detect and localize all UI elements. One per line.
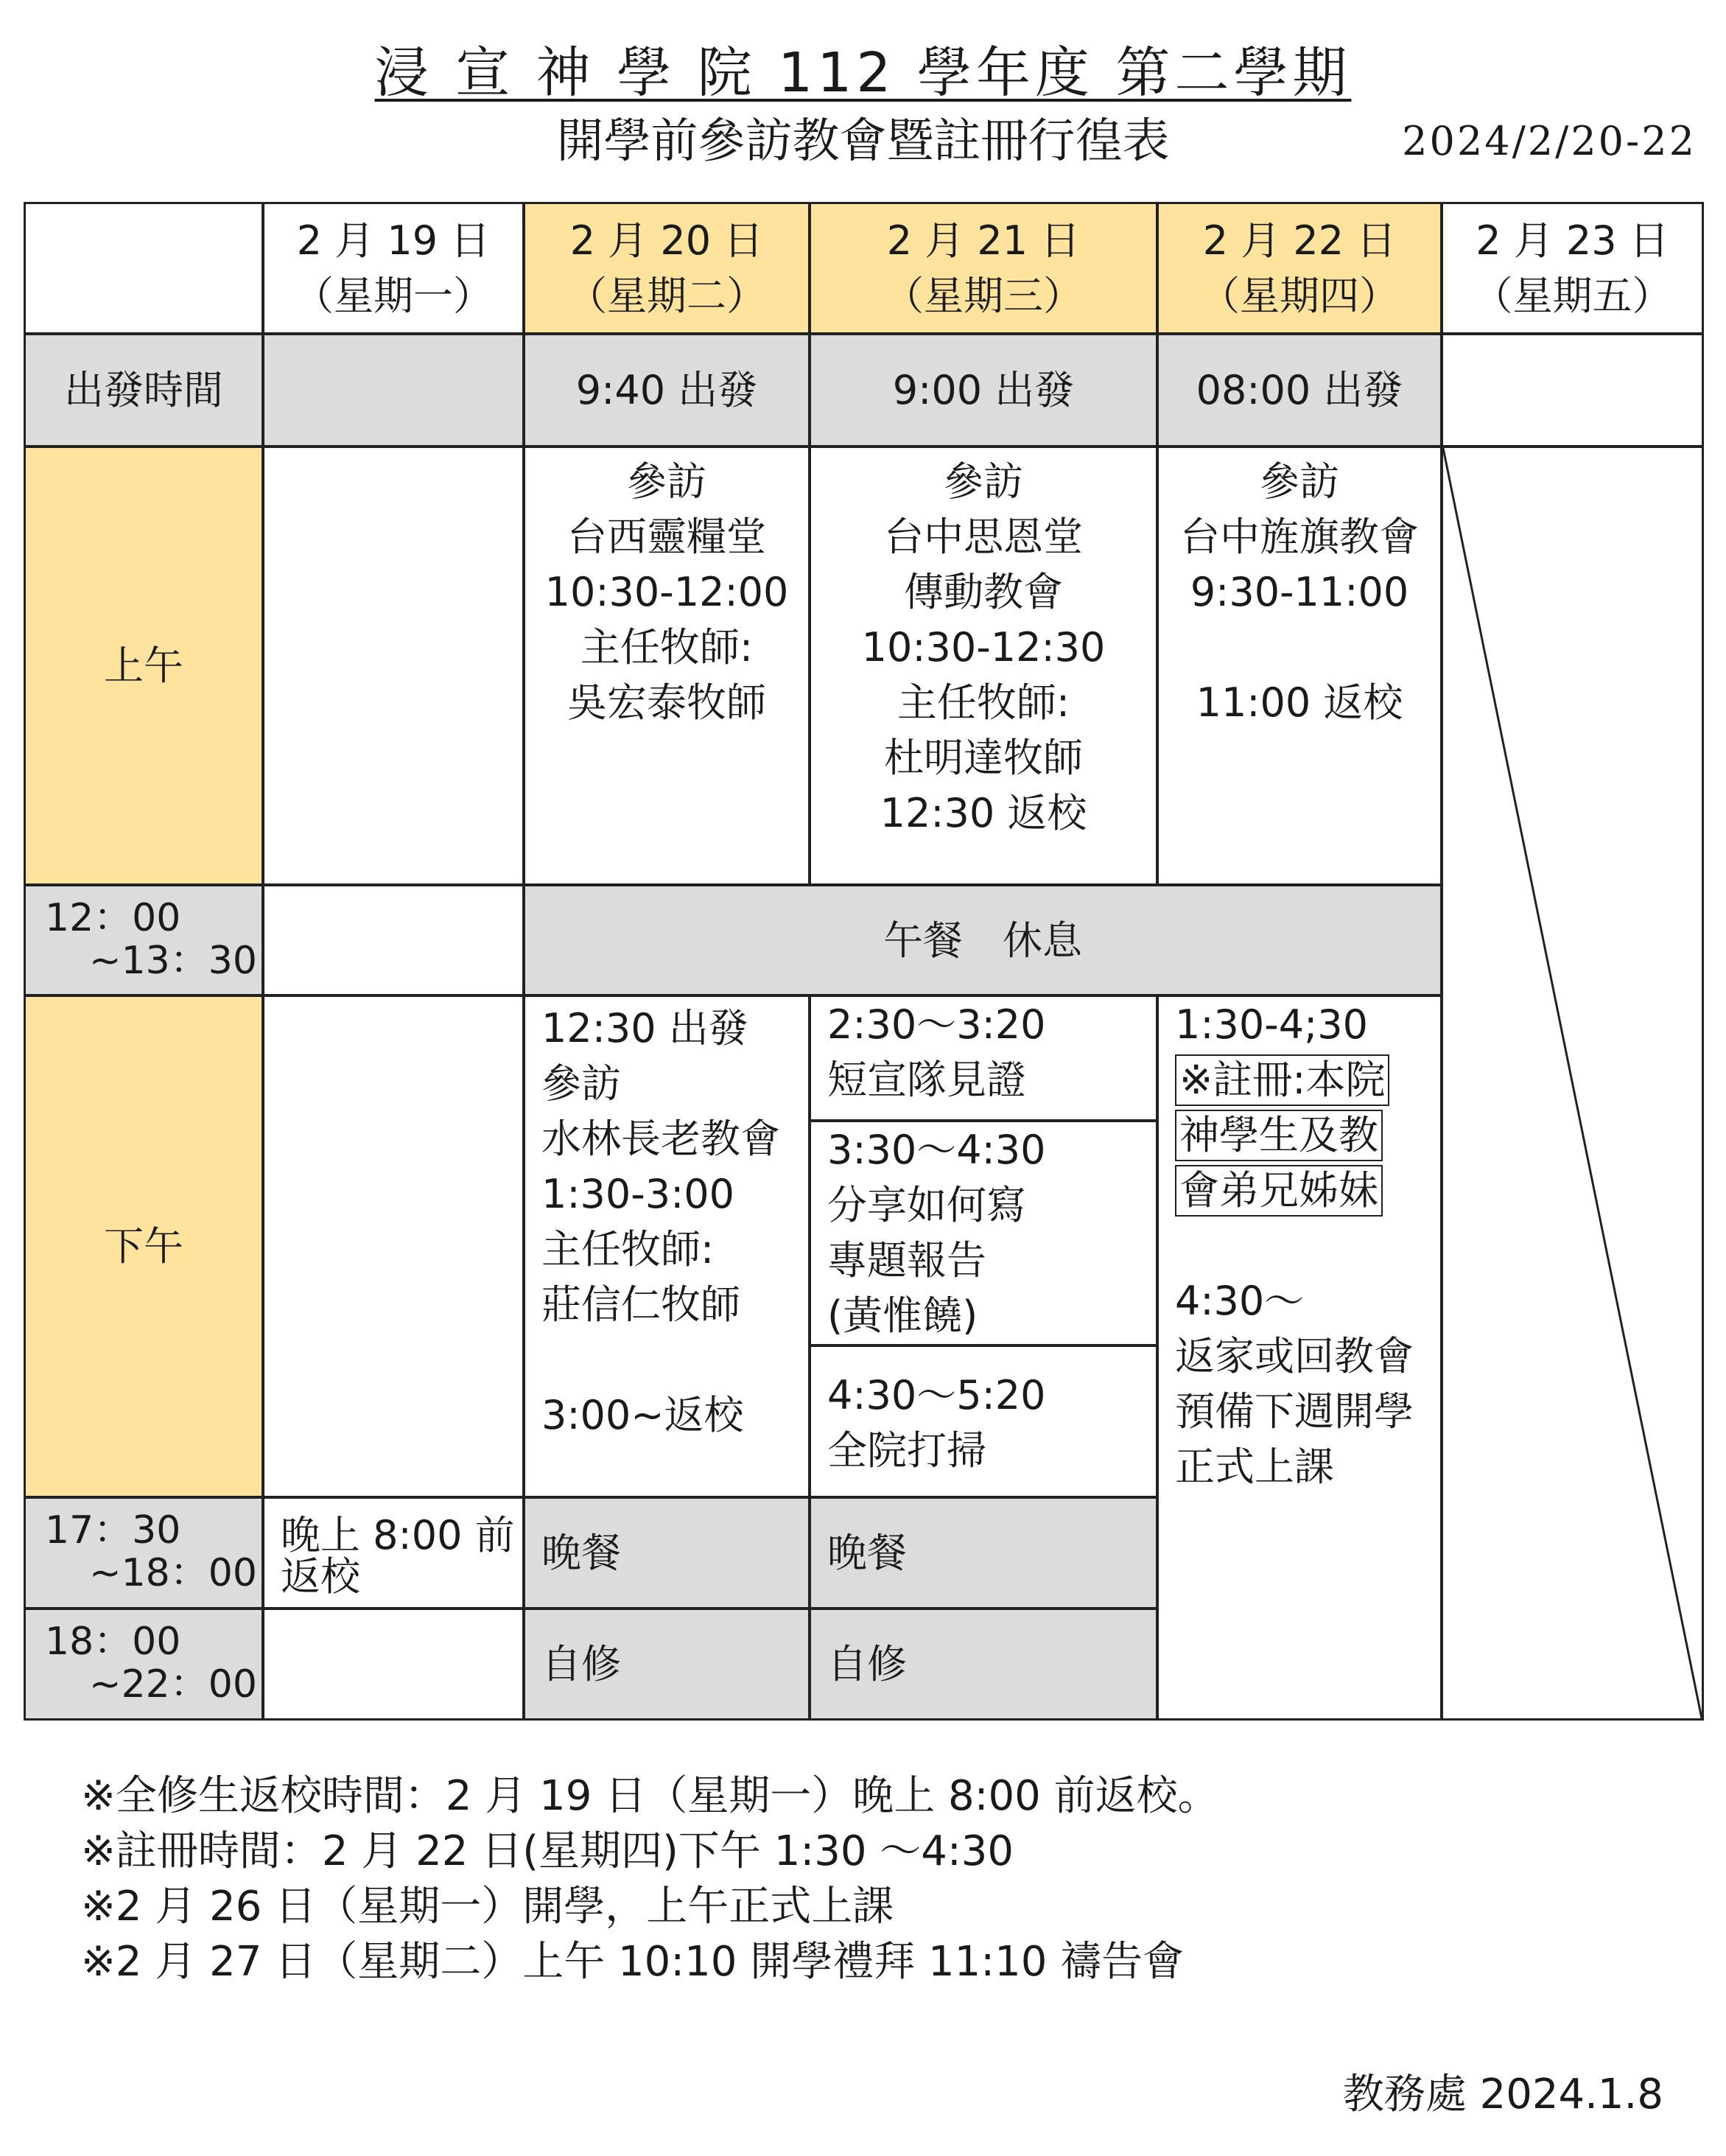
afternoon-wed-b-line: 分享如何寫 (827, 1182, 1026, 1228)
morning-tue-line: 台西靈糧堂 (567, 514, 766, 560)
morning-tue-line: 參訪 (627, 458, 706, 505)
morning-wed-line: 杜明達牧師 (884, 735, 1083, 781)
header-weekday-wed: （星期三） (884, 273, 1083, 319)
study-time-cell (24, 1608, 264, 1721)
study-tue-cell: 自修 (523, 1608, 810, 1721)
morning-tue-line: 吳宏泰牧師 (567, 679, 766, 726)
morning-wed-line: 傳動教會 (904, 569, 1063, 615)
afternoon-tue-line: 參訪 (541, 1060, 621, 1107)
afternoon-thu-line: 4:30～ (1175, 1278, 1305, 1324)
morning-wed-line: 10:30-12:30 (861, 624, 1106, 671)
morning-thu-line: 參訪 (1260, 458, 1339, 505)
header-weekday-fri: （星期五） (1473, 273, 1672, 319)
afternoon-tue-line: 水林長老教會 (541, 1116, 780, 1162)
document-subtitle: 開學前參訪教會暨註冊行徨表 (556, 114, 1170, 169)
morning-thu-line: 11:00 返校 (1196, 679, 1403, 726)
afternoon-thu-line: 返家或回教會 (1175, 1333, 1414, 1379)
note-line: ※全修生返校時間：2 月 19 日（星期一）晚上 8:00 前返校。 (81, 1772, 1219, 1820)
morning-tue-line: 主任牧師: (580, 624, 754, 671)
depart-mon-cell (262, 333, 525, 447)
study-time-end: ~22：00 (89, 1662, 257, 1707)
note-line: ※2 月 26 日（星期一）開學，上午正式上課 (81, 1883, 894, 1931)
registration-boxed-line: 會弟兄姊妹 (1175, 1165, 1383, 1217)
registration-boxed-line: 神學生及教 (1175, 1110, 1383, 1161)
header-day-fri (1441, 202, 1704, 335)
lunch-time-cell (24, 884, 264, 996)
study-time-start: 18：00 (45, 1620, 181, 1664)
notes-block (81, 1768, 1219, 1989)
morning-wed-line: 主任牧師: (897, 679, 1070, 726)
friday-merged-cell (1441, 446, 1704, 1721)
note-line: ※2 月 27 日（星期二）上午 10:10 開學禮拜 11:10 禱告會 (81, 1938, 1185, 1986)
header-corner-cell (24, 202, 264, 335)
header-day-tue (523, 202, 810, 335)
header-day-wed (809, 202, 1158, 335)
depart-label-cell: 出發時間 (24, 333, 264, 447)
afternoon-thu-line: 正式上課 (1175, 1443, 1334, 1490)
header-date-wed: 2 月 21 日 (886, 217, 1081, 264)
dinner-time-cell (24, 1497, 264, 1609)
header-date-fri: 2 月 23 日 (1476, 217, 1669, 264)
afternoon-label-cell: 下午 (24, 995, 264, 1498)
spacer (1159, 620, 1440, 675)
morning-thu-line: 台中旌旗教會 (1180, 514, 1419, 560)
lunch-time-start: 12：00 (45, 896, 181, 940)
header-day-mon (262, 202, 525, 335)
study-mon-cell (262, 1608, 525, 1721)
header-weekday-thu: （星期四） (1200, 273, 1399, 319)
lunch-time-end: ~13：30 (89, 939, 257, 983)
spacer (1175, 1218, 1440, 1273)
afternoon-mon-cell (262, 995, 525, 1498)
afternoon-wed-cell-a (809, 995, 1158, 1121)
morning-tue-line: 10:30-12:00 (544, 569, 789, 615)
afternoon-tue-line: 主任牧師: (541, 1226, 715, 1273)
dinner-time-start: 17：30 (45, 1508, 181, 1553)
header-weekday-tue: （星期二） (567, 273, 766, 319)
afternoon-wed-b-line: 專題報告 (827, 1237, 986, 1284)
afternoon-wed-b-line: 3:30～4:30 (827, 1127, 1046, 1173)
afternoon-wed-cell-c (809, 1345, 1158, 1498)
dinner-time-end: ~18：00 (89, 1551, 257, 1595)
lunch-mon-cell (262, 884, 525, 996)
morning-wed-line: 參訪 (944, 458, 1023, 505)
header-date-tue: 2 月 20 日 (569, 217, 764, 264)
diagonal-line (1443, 448, 1702, 1718)
afternoon-wed-cell-b (809, 1120, 1158, 1346)
return-time-line: 返校 (281, 1553, 360, 1600)
morning-mon-cell (262, 446, 525, 886)
registration-boxed-line: ※註冊:本院 (1175, 1054, 1389, 1106)
afternoon-thu-line: 預備下週開學 (1175, 1388, 1414, 1435)
return-time-line: 晚上 8:00 前 (281, 1512, 515, 1558)
header-date-mon: 2 月 19 日 (296, 217, 491, 264)
morning-wed-line: 台中思恩堂 (884, 514, 1083, 560)
morning-label-cell: 上午 (24, 446, 264, 886)
lunch-break-cell: 午餐 休息 (523, 884, 1442, 996)
depart-tue-cell: 9:40 出發 (523, 333, 810, 447)
depart-thu-cell: 08:00 出發 (1157, 333, 1442, 447)
study-wed-cell: 自修 (809, 1608, 1158, 1721)
depart-wed-cell: 9:00 出發 (809, 333, 1158, 447)
afternoon-tue-line: 12:30 出發 (541, 1005, 748, 1051)
morning-tue-cell (523, 446, 810, 886)
afternoon-wed-a-line: 2:30～3:20 (827, 1001, 1046, 1048)
depart-fri-cell (1441, 333, 1704, 447)
registration-time: 1:30-4;30 (1175, 1001, 1369, 1048)
afternoon-wed-a-line: 短宣隊見證 (827, 1057, 1026, 1103)
morning-wed-line: 12:30 返校 (880, 790, 1087, 836)
afternoon-wed-b-line: (黃惟饒) (827, 1292, 978, 1339)
dinner-tue-cell: 晚餐 (523, 1497, 810, 1609)
morning-thu-cell (1157, 446, 1442, 886)
header-day-thu (1157, 202, 1442, 335)
office-signature: 教務處 2024.1.8 (1342, 2071, 1663, 2118)
afternoon-thu-cell (1157, 995, 1442, 1721)
afternoon-tue-cell (523, 995, 810, 1498)
header-date-thu: 2 月 22 日 (1202, 217, 1397, 264)
morning-thu-line: 9:30-11:00 (1190, 569, 1409, 615)
note-line: ※註冊時間：2 月 22 日(星期四)下午 1:30 ～4:30 (81, 1827, 1014, 1875)
dinner-mon-cell (262, 1497, 525, 1609)
document-title: 浸 宣 神 學 院 112 學年度 第二學期 (374, 41, 1352, 105)
header-weekday-mon: （星期一） (294, 273, 493, 319)
afternoon-tue-line: 1:30-3:00 (541, 1171, 735, 1217)
afternoon-tue-line: 莊信仁牧師 (541, 1281, 740, 1328)
afternoon-wed-c-line: 全院打掃 (827, 1427, 986, 1474)
afternoon-wed-c-line: 4:30～5:20 (827, 1372, 1046, 1418)
date-range: 2024/2/20-22 (1402, 118, 1697, 164)
afternoon-tue-line: 3:00~返校 (541, 1392, 744, 1438)
morning-wed-cell (809, 446, 1158, 886)
spacer (541, 1332, 808, 1387)
dinner-wed-cell: 晚餐 (809, 1497, 1158, 1609)
